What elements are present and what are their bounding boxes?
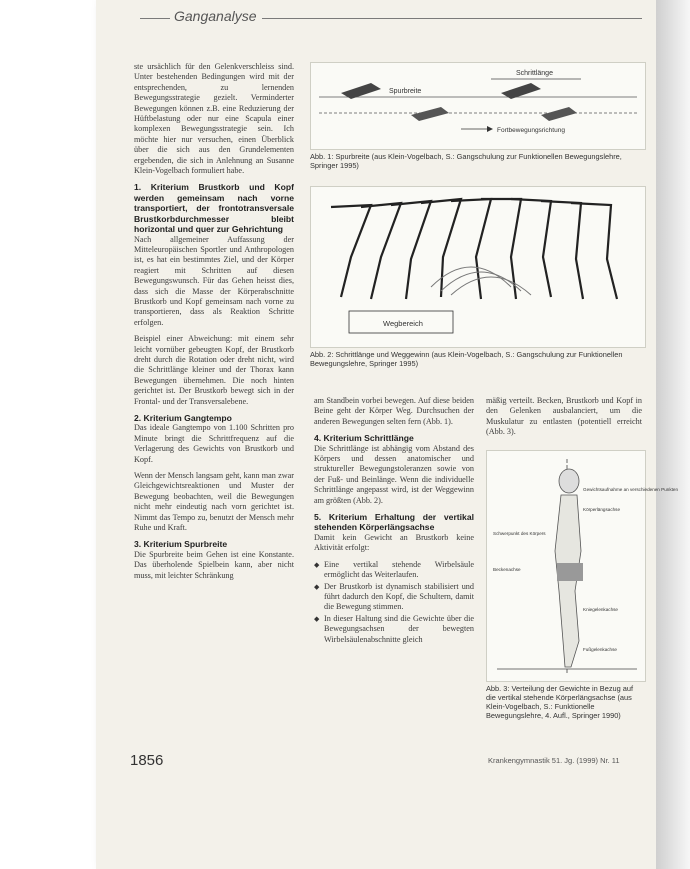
header-rule-left (140, 18, 170, 19)
footprint-diagram (311, 63, 645, 149)
section-title: Ganganalyse (174, 8, 257, 24)
criterion-3-heading: 3. Kriterium Spurbreite (134, 539, 228, 550)
list-item: ◆ In dieser Haltung sind die Gewichte über die Bewegungsachsen der bewegten Wirbelsäulenabschnitte gleich (314, 614, 474, 645)
page-edge-shadow (656, 0, 690, 869)
criterion-4-heading: 4. Kriterium Schrittlänge (314, 433, 414, 444)
list-item: ◆ Eine vertikal stehende Wirbelsäule ermöglicht das Weiterlaufen. (314, 560, 474, 581)
note-2: Körperlängsachse (583, 507, 621, 512)
figure-3-caption: Abb. 3: Verteilung der Gewichte in Bezug auf die vertikal stehende Körperlängsachse (aus Klein-Vogelbach, S.: Funktionelle Bewegungslehre, 4. Aufl., Springer 1990) (486, 684, 634, 720)
stick-figure-1 (331, 205, 371, 297)
criterion-1-text: Nach allgemeiner Auffassung der Mitteleuropäischen Sportler und Anthropologen ist, es hat ein bestimmtes Ziel, und der Körper reagiert mit Schritten auf diesen Bewegungswunsch. Für das Gehen heisst dies, dass sich die Masse der Körperabschnitte Brustkorb und Kopf gemeinsam nach vorne zu transportieren, dass als Reaktion Schritte erfolgen. (134, 234, 294, 327)
note-5: Kniegelenkachse (583, 607, 618, 612)
criterion-5-list (314, 560, 474, 645)
note-1: Gewichtsaufnahme an verschiedenen Punkten (583, 487, 678, 492)
list-item: ◆ Der Brustkorb ist dynamisch stabilisiert und führt dadurch den Kopf, die Schultern, damit die Bewegung stimmen. (314, 582, 474, 613)
head-shape (559, 469, 579, 493)
criterion-1-text-2: Beispiel einer Abweichung: mit einem sehr leicht vornüber gebeugten Kopf, der Brustkorb dreht durch die Rotation oder dreht nicht, wird die Schrittlänge kleiner und der Thorax kann Bewegungen übernehmen. Die noch hinten gerichtet ist. Der Brustkorb bewegt sich in der Frontal- und der Transversalebene. (134, 334, 294, 406)
note-3: Schwerpunkt des Körpers (493, 531, 546, 536)
label-weggewinn: Wegbereich (383, 319, 423, 328)
stick-figure-7 (511, 199, 551, 297)
label-spurbreite: Spurbreite (389, 88, 422, 95)
label-fortbewegungsrichtung: Fortbewegungsrichtung (497, 127, 565, 134)
header-rule-right (262, 18, 642, 19)
pelvis-block (557, 563, 583, 581)
footprint-right-2 (541, 107, 577, 121)
criterion-1-heading: 1. Kriterium Brustkorb und Kopf werden gemeinsam nach vorne transportiert, der frontotransversale Brustkorbdurchmesser bleibt horizontal und quer zur Gehrichtung (134, 182, 294, 235)
note-4: Beckenachse (493, 567, 521, 572)
page-number: 1856 (130, 752, 164, 769)
criterion-5-text: Damit kein Gewicht an Brustkorb keine Aktivität erfolgt: (314, 532, 474, 553)
figure-3-gewichtsverteilung (486, 450, 678, 682)
criterion-3-text: Die Spurbreite beim Gehen ist eine Konstante. Das überholende Spielbein kann, aber nicht muss, mit leichter Schränkung (134, 549, 294, 580)
criterion-4-text: Die Schrittlänge ist abhängig vom Abstand des Körpers und dessen anatomischer und struktureller Bewegungstoleranzen sowie von der Fuß- und Beinlänge. Wenn die individuelle Schrittlänge angepasst wird, ist der Weggewinn am größten (Abb. 2). (314, 443, 474, 505)
col1-intro: ste ursächlich für den Gelenkverschleiss sind. Unter bestehenden Bedingungen wird mit der entsprechenden, zu lernenden Bewegungsstrategie gezielt. Verminderter Bewegungen können z.B. eine Reduzierung der Hüftbelastung oder nur eine Scapula einer komplexen Bewegungsstrategie sein. Ich möchte hier nur versuchen, einen Überblick über die sich aus den Grundelementen ergebenden, die sich in Anlehnung an Susanne Klein-Vogelbach formuliert habe. (134, 62, 294, 176)
footprint-right-1 (411, 107, 449, 121)
criterion-5-heading: 5. Kriterium Erhaltung der vertikal stehenden Körperlängsachse (314, 512, 474, 533)
figure-2-schrittlaenge (310, 186, 646, 348)
figure-2-caption: Abb. 2: Schrittlänge und Weggewinn (aus Klein-Vogelbach, S.: Gangschulung zur Funktionellen Bewegungslehre, Springer 1995) (310, 350, 623, 368)
gait-sequence-diagram (311, 187, 645, 347)
stick-figure-8 (541, 201, 583, 299)
figure-1-spurbreite (310, 62, 646, 150)
criterion-2-text-2: Wenn der Mensch langsam geht, kann man zwar Gleichgewichtsreaktionen und Muster der Bewegung beobachten, weil die Bewegungen nicht mehr eindeutig nach vorn gerichtet ist. Nimmt das Tempo zu, benutzt der Mensch mehr Ruhe und Kraft. (134, 471, 294, 533)
col3-text: mäßig verteilt. Becken, Brustkorb und Kopf in den Gelenken ausbalanciert, um die Muskulatur zu entlasten (potentiell erreicht (Abb. 3). (486, 396, 642, 437)
col2-intro: am Standbein vorbei bewegen. Auf diese beiden Beine geht der Körper Weg. Durchsuchen der anderen Bewegungen selten fern (Abb. 1). (314, 396, 474, 426)
column-1 (134, 62, 294, 587)
criterion-2-heading: 2. Kriterium Gangtempo (134, 413, 232, 423)
criterion-2-text: Das ideale Gangtempo von 1.100 Schritten pro Minute bringt die Schrittfrequenz auf die Verlagerung des Gewichts von Brustkorb und Kopf. (134, 423, 294, 464)
stick-figure-9 (571, 203, 617, 299)
column-3 (486, 396, 642, 444)
journal-reference: Krankengymnastik 51. Jg. (1999) Nr. 11 (488, 756, 620, 765)
note-6: Fußgelenkachse (583, 647, 617, 652)
figure-1-caption: Abb. 1: Spurbreite (aus Klein-Vogelbach, S.: Gangschulung zur Funktionellen Bewegungslehre, Springer 1995) (310, 152, 622, 170)
label-schrittlaenge: Schrittlänge (516, 70, 553, 77)
posture-diagram (487, 451, 678, 681)
column-2 (314, 396, 474, 646)
